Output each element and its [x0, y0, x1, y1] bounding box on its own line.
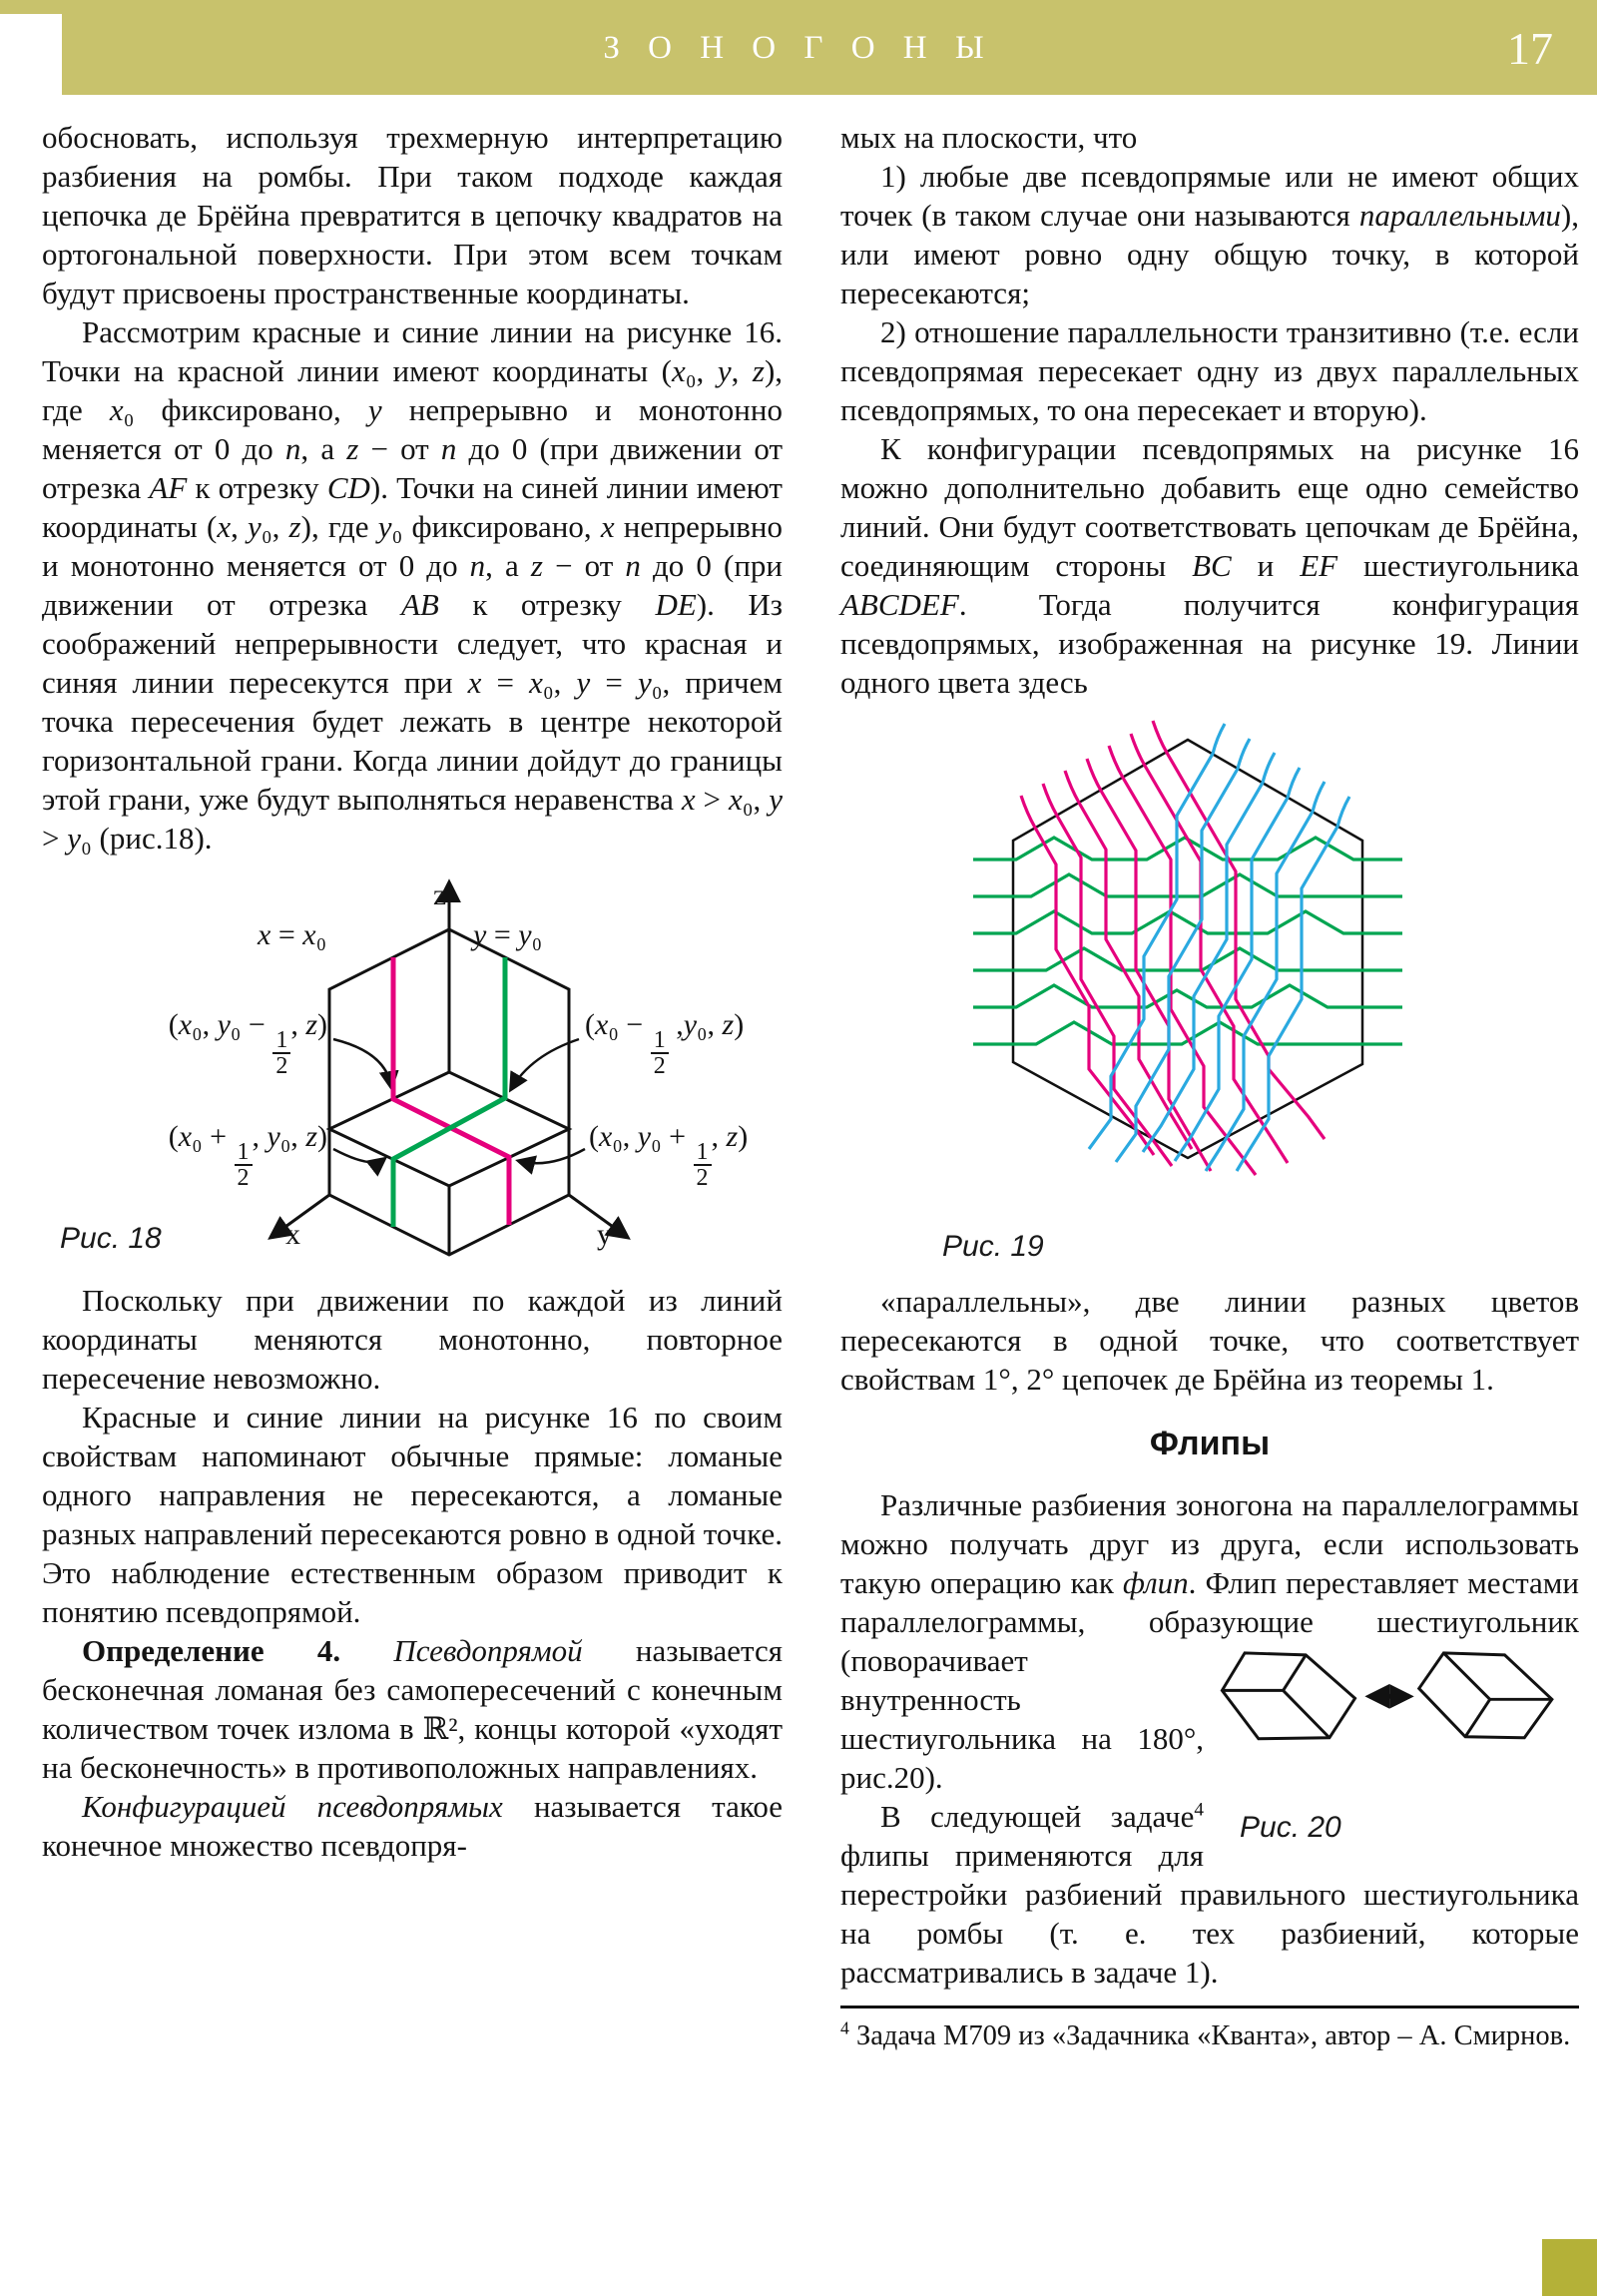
right-cube: [1419, 1653, 1552, 1738]
paragraph: мых на плоскости, что: [840, 120, 1138, 155]
figure-18-caption: Рис. 18: [60, 1222, 162, 1255]
plane-y-label: y = y₀: [473, 918, 543, 951]
paragraph: К конфигурации псевдопрямых на рисунке 16 можно дополнительно добавить еще одно семейство линий. Они будут соответствовать цепочкам де Брёйна, соединяющим стороны BC и EF шестиугольника ABCDEF. Тогда получится конфигурация псевдопрямых, изображенная на рисунке 19. Линии одного цвета здесь: [840, 431, 1579, 700]
figure-19: [840, 710, 1579, 1266]
figure-20-diagram: [1218, 1647, 1575, 1795]
paragraph: Рассмотрим красные и синие линии на рисунке 16. Точки на красной линии имеют координаты (x₀, y, z), где x₀ фиксировано, y непрерывно и монотонно меняется от 0 до n, а z − от n до 0 (при движении от отрезка AF к отрезку CD). Точки на синей линии имеют координаты (x, y₀, z), где y₀ фиксировано, x непрерывно и монотонно меняется от 0 до n, а z − от n до 0 (при движении от отрезка AB к отрезку DE). Из соображений непрерывности следует, что красная и синяя линии пересекутся при x = x₀, y = y₀, причем точка пересечения будет лежать в центре некоторой горизонтальной грани. Когда линии дойдут до границы этой грани, уже будут выполняться неравенства x > x₀, y > y₀ (рис.18).: [42, 314, 784, 856]
point-label-top-left: (x₀, y₀ − $\frac{1}{2}$ , z): [168, 1008, 327, 1080]
point-label-bottom-left: (x₀ + $\frac{1}{2}$ , y₀, z): [168, 1120, 327, 1192]
figure-19-diagram: [956, 710, 1495, 1221]
footnote-rule: [840, 2006, 1579, 2009]
arrow-top-left: [333, 1039, 391, 1087]
paragraph-with-figure: [840, 1485, 1579, 1844]
point-label-top-right: (x₀ − $\frac{1}{2}$ ,y₀, z): [585, 1008, 745, 1080]
list-item-2: 2) отношение параллельности транзитивно (т.е. если псевдопрямая пересекает одну из двух параллельных псевдопрямых, то она пересекает и вторую).: [840, 314, 1579, 427]
figure-19-caption: Рис. 19: [942, 1230, 1044, 1263]
axis-x-label: x: [285, 1218, 300, 1251]
plane-x-label: x = x₀: [258, 918, 327, 951]
paragraph: Красные и синие линии на рисунке 16 по своим свойствам напоминают обычные прямые: ломаные одного направления не пересекаются, а ломаные разных направлений пересекаются ровно в одной точке. Это наблюдение естественным образом приводит к понятию псевдопрямой.: [42, 1400, 783, 1629]
list-item-1: 1) любые две псевдопрямые или не имеют общих точек (в таком случае они называются параллельными), или имеют ровно одну общую точку, в которой пересекаются;: [840, 159, 1579, 310]
corner-square: [1542, 2239, 1597, 2296]
right-column: [840, 118, 1579, 2054]
figure-20: [1218, 1647, 1579, 1847]
paragraph-text: Различные разбиения зоногона на параллелограммы можно получать друг из друга, если использовать такую операцию как флип. Флип переставляет местами параллелограммы, образующие: [840, 1487, 1579, 1639]
point-label-bottom-right: (x₀, y₀ + $\frac{1}{2}$ , z): [589, 1120, 749, 1192]
paragraph: Конфигурацией псевдопрямых называется такое конечное множество псевдопря-: [42, 1789, 783, 1863]
figure-20-caption: Рис. 20: [1240, 1811, 1341, 1844]
x-axis: [271, 1195, 329, 1237]
left-column: [42, 118, 783, 1865]
footnote: $^4$ Задача М709 из «Задачника «Кванта», автор – А. Смирнов.: [840, 2017, 1571, 2051]
page-number: 17: [1507, 23, 1553, 74]
axis-y-label: y: [597, 1218, 612, 1251]
blue-pseudolines: [1089, 724, 1349, 1171]
header-title: З О Н О Г О Н Ы: [603, 30, 994, 66]
definition-paragraph: Определение 4. Псевдопрямой называется бесконечная ломаная без самопересечений с конечным количеством точек излома в ℝ², концы которой «уходят на бесконечность» в противоположных направлениях.: [42, 1633, 783, 1785]
paragraph: «параллельны», две линии разных цветов пересекаются в одной точке, что соответствует свойствам 1°, 2° цепочек де Брёйна из теоремы 1.: [840, 1284, 1579, 1397]
axis-z-label: z: [433, 878, 447, 911]
section-heading-flips: Флипы: [1149, 1425, 1271, 1462]
arrow-bottom-right: [519, 1149, 585, 1163]
hexagon-outline: [1013, 740, 1362, 1158]
paragraph: В следующей задаче$^4$ флипы применяются для перестройки разбиений правильного шестиугольника на ромбы (т. е. тех разбиений, которые рассматривались в задаче 1).: [840, 1799, 1579, 1990]
paragraph: Поскольку при движении по каждой из линий координаты меняются монотонно, повторное пересечение невозможно.: [42, 1283, 783, 1396]
left-cube: [1222, 1653, 1354, 1739]
paragraph-text: шестиугольник (поворачивает внутренность шестиугольника на 180°, рис.20).: [840, 1604, 1579, 1795]
figure-18: [42, 867, 783, 1269]
paragraph: обосновать, используя трехмерную интерпретацию разбиения на ромбы. При таком подходе каждая цепочка де Брёйна превратится в цепочку квадратов на ортогональной поверхности. При этом всем точкам будут присвоены пространственные координаты.: [42, 120, 783, 310]
